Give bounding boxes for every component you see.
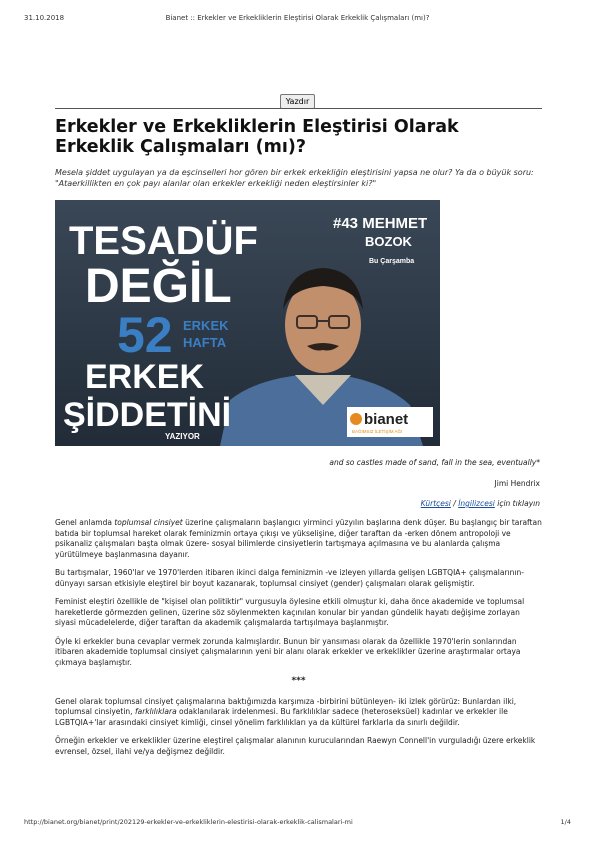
print-date: 31.10.2018 (24, 14, 65, 22)
print-url: http://bianet.org/bianet/print/202129-erkekler-ve-erkekliklerin-elestirisi-olarak-erkeklik-calismalari-mi (24, 818, 353, 826)
paragraph: Öyle ki erkekler buna cevaplar vermek zorunda kalmışlardır. Bunun bir yansıması olarak da özellikle 1970'lerin sonlarından itibaren akademide toplumsal cinsiyet çalışmalarının yeni bir alanı olarak erkekler ve erkeklikler üzerine araştırmalar ortaya çıkmaya başlamıştır. (55, 636, 521, 667)
paragraph: Genel anlamda toplumsal cinsiyet üzerine çalışmaların başlangıcı yirminci yüzyılın başlarına denk düşer. Bu başlangıç bir taraftan batıda bir toplumsal hareket olarak feminizmin ortaya çıkışı ve yükselişine, diğer taraftan da -erken dönem antropoloji ve psikanaliz çalışmaları başta olmak üzere- sosyal bilimlerde cinsiyetlerin tartışmaya açılmasına ve bu alanlarda çalışma yürütülmeye başlanmasına dayanır. (55, 518, 542, 559)
link-kurdish[interactable]: Kürtçesi (420, 499, 451, 508)
banner-erkek-small: ERKEK (183, 318, 229, 333)
article-banner-image (55, 200, 440, 446)
print-header (24, 14, 571, 24)
page-number: 1/4 (560, 818, 571, 826)
paragraph: Feminist eleştiri özellikle de "kişisel olan politiktir" vurgusuyla öylesine etkili olmuştur ki, daha önce akademide ve toplumsal hareketlerde görmezden gelinen, üzerine söz söylenmekten kaçınılan konular bir yandan gündelik hayatı değişime zorlayan siyasi mücadelelerde, diğer taraftan da akademik çalışmalarda tartışılmaya başlanmıştır. (55, 597, 525, 627)
translation-separator: / (450, 499, 459, 508)
epigraph-author: Jimi Hendrix (494, 479, 540, 488)
link-english[interactable]: İngilizcesi (458, 499, 495, 508)
banner-line-6: ŞİDDETİNİ (63, 396, 232, 434)
banner-line-2: DEĞİL (85, 260, 232, 313)
banner-line-1: TESADÜF (69, 219, 258, 263)
banner-hafta: HAFTA (183, 335, 227, 350)
bianet-logo (347, 407, 433, 437)
print-doc-title: Bianet :: Erkekler ve Erkekliklerin Eleştirisi Olarak Erkeklik Çalışmaları (mı)? (165, 14, 430, 22)
banner-tag: #43 MEHMET (333, 215, 428, 232)
banner-yaziyor: YAZIYOR (165, 432, 200, 441)
banner-tag-2: BOZOK (365, 234, 412, 249)
print-button[interactable]: Yazdır (280, 94, 315, 109)
paragraph: Bu tartışmalar, 1960'lar ve 1970'lerden itibaren ikinci dalga feminizmin -ve izleyen yıllarda gelişen LGBTQIA+ çalışmalarının- dünyayı sarsan etkisiyle eleştirel bir boyut kazanarak, toplumsal cinsiyet (gender) çalışmaları olarak gelişmiştir. (55, 568, 524, 588)
translation-links (421, 499, 540, 508)
banner-line-5: ERKEK (85, 358, 205, 396)
epigraph-quote: and so castles made of sand, fall in the sea, eventually* (329, 458, 540, 467)
translation-suffix: için tıklayın (494, 499, 540, 508)
svg-text:BAĞIMSIZ İLETİŞİM AĞI: BAĞIMSIZ İLETİŞİM AĞI (352, 429, 403, 434)
article-lead: Mesela şiddet uygulayan ya da eşcinselleri hor gören bir erkek erkekliğin eleştirisini yapsa ne olur? Ya da o büyük soru: "Ataerkillikten en çok payı alanlar olan erkekler erkekliği neden eleştirsinler ki?" (55, 168, 534, 188)
article-body (55, 518, 542, 765)
svg-text:bianet: bianet (364, 411, 409, 428)
divider (55, 108, 542, 109)
article-title: Erkekler ve Erkekliklerin Eleştirisi Olarak Erkeklik Çalışmaları (mı)? (55, 117, 459, 157)
print-footer (24, 818, 571, 828)
banner-number: 52 (117, 307, 173, 363)
banner-day: Bu Çarşamba (369, 258, 415, 265)
print-button-wrap (0, 89, 595, 109)
paragraph: Örneğin erkekler ve erkeklikler üzerine eleştirel çalışmalar alanının kurucularından Raewyn Connell'in vurguladığı üzere erkeklik evrensel, özsel, ilahi ve/ya değişmez değildir. (55, 736, 536, 756)
paragraph: Genel olarak toplumsal cinsiyet çalışmalarına baktığımızda karşımıza -birbirini bütünleyen- iki izlek görürüz: Bunlardan ilki, toplumsal cinsiyetin, farklılıklara odaklanılarak irdelenmesi. Bu farklılıklar sadece (heteroseksüel) kadınlar ve erkekler ile LGBTQIA+'lar arasındaki cinsiyet kimliği, cinsel yönelim farklılıkları ya da kültürel farklarla da sınırlı değildir. (55, 696, 517, 727)
section-separator: *** (291, 676, 306, 686)
